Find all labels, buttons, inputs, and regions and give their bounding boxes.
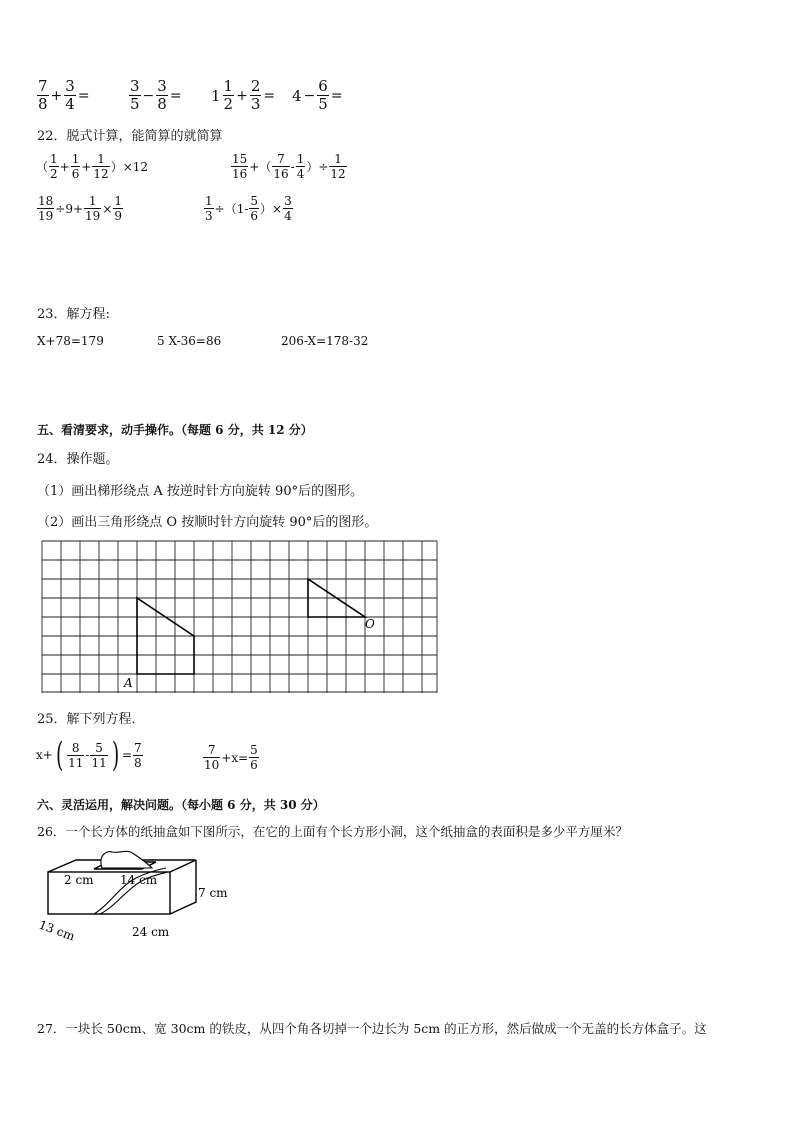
point-o-label: O — [365, 617, 375, 631]
q24-title: 24．操作题。 — [37, 452, 119, 467]
q22-expression-4: $\frac{1}{3}$ ÷（1- $\frac{5}{6}$ ）× $\frac{3}{4}$ — [205, 194, 292, 223]
rotation-grid — [40, 539, 440, 693]
q24-part-2: （2）画出三角形绕点 O 按顺时针方向旋转 90°后的图形。 — [37, 515, 378, 530]
section-6-heading: 六、灵活运用，解决问题。（每小题 6 分，共 30 分） — [37, 798, 325, 812]
expression-3: 1 $\frac{1}{2}$ + $\frac{2}{3}$ = — [211, 77, 276, 113]
q24-part-1: （1）画出梯形绕点 A 按逆时针方向旋转 90°后的图形。 — [37, 484, 364, 499]
q23-equation-1: X+78=179 — [37, 334, 104, 348]
left-paren: ( — [55, 735, 64, 775]
tissue-box-figure — [36, 846, 246, 946]
expression-4: 4 − $\frac{6}{5}$ = — [292, 77, 343, 113]
q25-title: 25．解下列方程． — [37, 712, 145, 727]
q22-expression-3: $\frac{18}{19}$ ÷9+ $\frac{1}{19}$ × $\frac{1}{9}$ — [38, 194, 123, 223]
hole-length-label: 14 cm — [120, 873, 158, 887]
q27-text: 27．一块长 50cm、宽 30cm 的铁皮，从四个角各切掉一个边长为 5cm 的正方形，然后做成一个无盖的长方体盒子。这 — [37, 1021, 707, 1036]
q25-equation-1: x+ ( $\frac{8}{11}$ - $\frac{5}{11}$ ) = $\frac{7}{8}$ — [36, 735, 142, 775]
length-label: 24 cm — [132, 925, 170, 939]
q22-title: 22．脱式计算，能简算的就简算 — [37, 129, 223, 144]
q22-expression-1: （ $\frac{1}{2}$ + $\frac{1}{6}$ + $\frac{1}{12}$ ）×12 — [36, 152, 149, 181]
point-a-label: A — [124, 676, 133, 690]
right-paren: ) — [111, 735, 119, 775]
q25-equation-2: $\frac{7}{10}$ +x= $\frac{5}{6}$ — [204, 743, 258, 772]
expression-2: $\frac{3}{5}$ − $\frac{3}{8}$ = — [130, 77, 182, 113]
q23-equation-2: 5 X-36=86 — [157, 334, 222, 348]
section-5-heading: 五、看清要求，动手操作。（每题 6 分，共 12 分） — [37, 423, 313, 437]
grid-lines — [42, 541, 437, 693]
expression-1: $\frac{7}{8}$ + $\frac{3}{4}$ = — [38, 77, 90, 113]
q22-expression-2: $\frac{15}{16}$ +（ $\frac{7}{16}$ - $\frac{1}{4}$ ）÷ $\frac{1}{12}$ — [232, 152, 346, 181]
q26-text: 26．一个长方体的纸抽盒如下图所示，在它的上面有个长方形小洞，这个纸抽盒的表面积是多少平方厘米？ — [37, 824, 628, 839]
height-label: 7 cm — [198, 886, 228, 900]
width-label: 13 cm — [36, 917, 77, 944]
q23-title: 23．解方程: — [37, 307, 110, 322]
hole-width-label: 2 cm — [64, 873, 94, 887]
q23-equation-3: 206-X=178-32 — [281, 334, 369, 348]
